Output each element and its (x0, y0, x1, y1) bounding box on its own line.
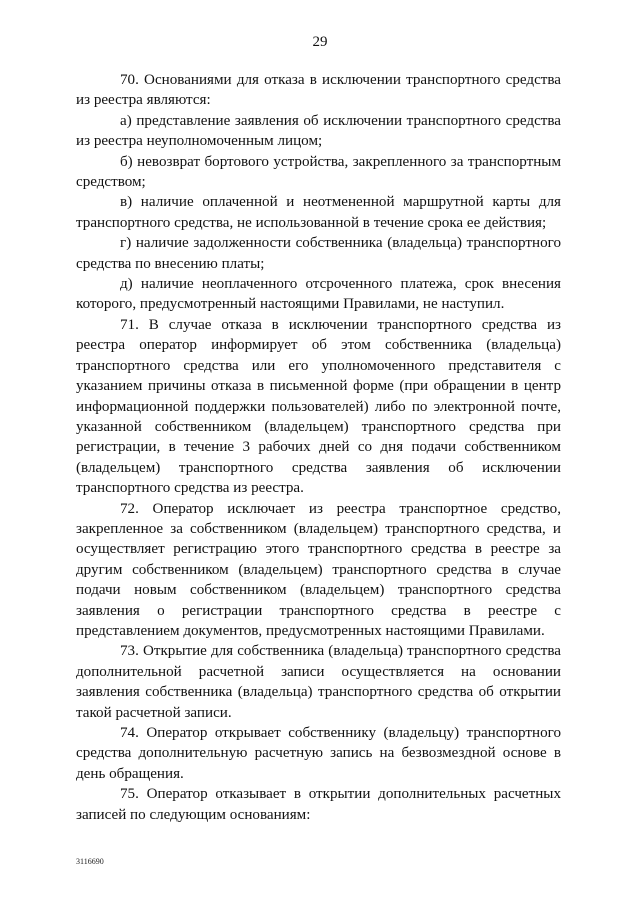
paragraph-74: 74. Оператор открывает собственнику (владельцу) транспортного средства дополнительную расчетную запись на безвозмездной основе в день обращения. (76, 725, 561, 782)
page-number: 29 (312, 34, 328, 50)
paragraph-70-g: г) наличие задолженности собственника (владельца) транспортного средства по внесению платы; (76, 235, 561, 272)
paragraph-70: 70. Основаниями для отказа в исключении транспортного средства из реестра являются: (76, 72, 561, 109)
paragraph-73: 73. Открытие для собственника (владельца) транспортного средства дополнительной расчетной записи осуществляется на основании заявления собственника (владельца) транспортного средства об открытии такой расчетной записи. (76, 643, 561, 721)
paragraph-75: 75. Оператор отказывает в открытии дополнительных расчетных записей по следующим основаниям: (76, 786, 561, 823)
document-code: 3116690 (76, 857, 104, 866)
paragraph-70-d: д) наличие неоплаченного отсроченного платежа, срок внесения которого, предусмотренный настоящими Правилами, не наступил. (76, 276, 561, 313)
paragraph-70-v: в) наличие оплаченной и неотмененной маршрутной карты для транспортного средства, не использованной в течение срока ее действия; (76, 194, 561, 231)
paragraph-71: 71. В случае отказа в исключении транспортного средства из реестра оператор информирует об этом собственника (владельца) транспортного средства или его уполномоченного представителя с указанием причины отказа в письменной форме (при обращении в центр информационной поддержки пользователей) либо по электронной почте, указанной собственником (владельцем) транспортного средства при регистрации, в течение 3 рабочих дней со дня подачи собственником (владельцем) транспортного средства заявления об исключении транспортного средства из реестра. (76, 316, 561, 497)
paragraph-70-a: а) представление заявления об исключении транспортного средства из реестра неуполномоченным лицом; (76, 112, 561, 150)
paragraph-72: 72. Оператор исключает из реестра транспортное средство, закрепленное за собственником (владельцем) транспортного средства, и осуществляет регистрацию этого транспортного средства в реестре за другим собственником (владельцем) транспортного средства в случае подачи новым собственником (владельцем) транспортного средства заявления о регистрации транспортного средства в реестре с представлением документов, предусмотренных настоящими Правилами. (76, 500, 561, 639)
document-body (76, 70, 561, 825)
paragraph-70-b: б) невозврат бортового устройства, закрепленного за транспортным средством; (76, 153, 561, 191)
